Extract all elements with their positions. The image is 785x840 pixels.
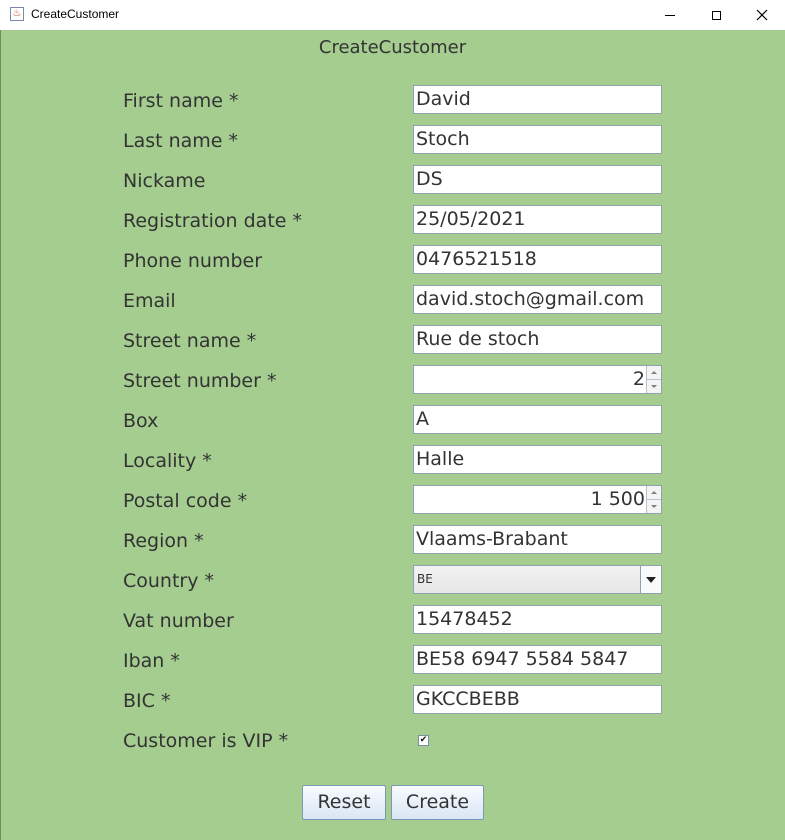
street-name-field[interactable]: Rue de stoch [413, 325, 662, 354]
nickname-label: Nickame [123, 170, 206, 192]
vip-label: Customer is VIP * [123, 730, 289, 752]
arrow-up-icon [651, 491, 657, 494]
phone-number-field[interactable]: 0476521518 [413, 245, 662, 274]
postal-code-spin-buttons [646, 486, 661, 513]
region-label: Region * [123, 530, 204, 552]
registration-date-field[interactable]: 25/05/2021 [413, 205, 662, 234]
street-number-label: Street number * [123, 370, 277, 392]
arrow-down-icon [651, 505, 657, 508]
arrow-up-icon [651, 371, 657, 374]
phone-number-label: Phone number [123, 250, 263, 272]
close-button[interactable] [739, 0, 785, 30]
postal-code-increment-button[interactable] [647, 486, 661, 500]
postal-code-spinner[interactable] [413, 485, 662, 514]
iban-field[interactable]: BE58 6947 5584 5847 [413, 645, 662, 674]
street-name-label: Street name * [123, 330, 257, 352]
region-field[interactable]: Vlaams-Brabant [413, 525, 662, 554]
last-name-label: Last name * [123, 130, 239, 152]
box-label: Box [123, 410, 159, 432]
street-number-increment-button[interactable] [647, 366, 661, 380]
create-button[interactable]: Create [391, 785, 484, 820]
box-field[interactable]: A [413, 405, 662, 434]
minimize-icon [665, 15, 675, 16]
nickname-field[interactable]: DS [413, 165, 662, 194]
form-title: CreateCustomer [318, 37, 467, 58]
window-border [0, 30, 1, 840]
maximize-button[interactable] [693, 0, 739, 30]
vip-checkbox[interactable]: ✔ [419, 735, 428, 745]
first-name-label: First name * [123, 90, 239, 112]
vat-number-label: Vat number [123, 610, 234, 632]
window-titlebar [0, 0, 785, 30]
bic-field[interactable]: GKCCBEBB [413, 685, 662, 714]
postal-code-value[interactable]: 1 500 [590, 488, 645, 510]
iban-label: Iban * [123, 650, 180, 672]
last-name-field[interactable]: Stoch [413, 125, 662, 154]
minimize-button[interactable] [647, 0, 693, 30]
chevron-down-icon [646, 577, 656, 583]
country-select[interactable] [413, 565, 662, 594]
street-number-spin-buttons [646, 366, 661, 393]
window-title: CreateCustomer [31, 7, 120, 21]
country-dropdown-button[interactable] [640, 566, 661, 593]
locality-field[interactable]: Halle [413, 445, 662, 474]
country-selected-value: BE [417, 572, 433, 586]
reset-button[interactable]: Reset [302, 785, 386, 820]
bic-label: BIC * [123, 690, 171, 712]
street-number-value[interactable]: 2 [632, 368, 645, 390]
postal-code-decrement-button[interactable] [647, 500, 661, 513]
street-number-spinner[interactable] [413, 365, 662, 394]
email-field[interactable]: david.stoch@gmail.com [413, 285, 662, 314]
java-app-icon: ♨ [10, 7, 24, 21]
vat-number-field[interactable]: 15478452 [413, 605, 662, 634]
arrow-down-icon [651, 385, 657, 388]
locality-label: Locality * [123, 450, 212, 472]
country-label: Country * [123, 570, 215, 592]
close-icon [756, 9, 768, 21]
email-label: Email [123, 290, 176, 312]
maximize-icon [712, 11, 721, 20]
postal-code-label: Postal code * [123, 490, 248, 512]
first-name-field[interactable]: David [413, 85, 662, 114]
street-number-decrement-button[interactable] [647, 380, 661, 393]
registration-date-label: Registration date * [123, 210, 302, 232]
